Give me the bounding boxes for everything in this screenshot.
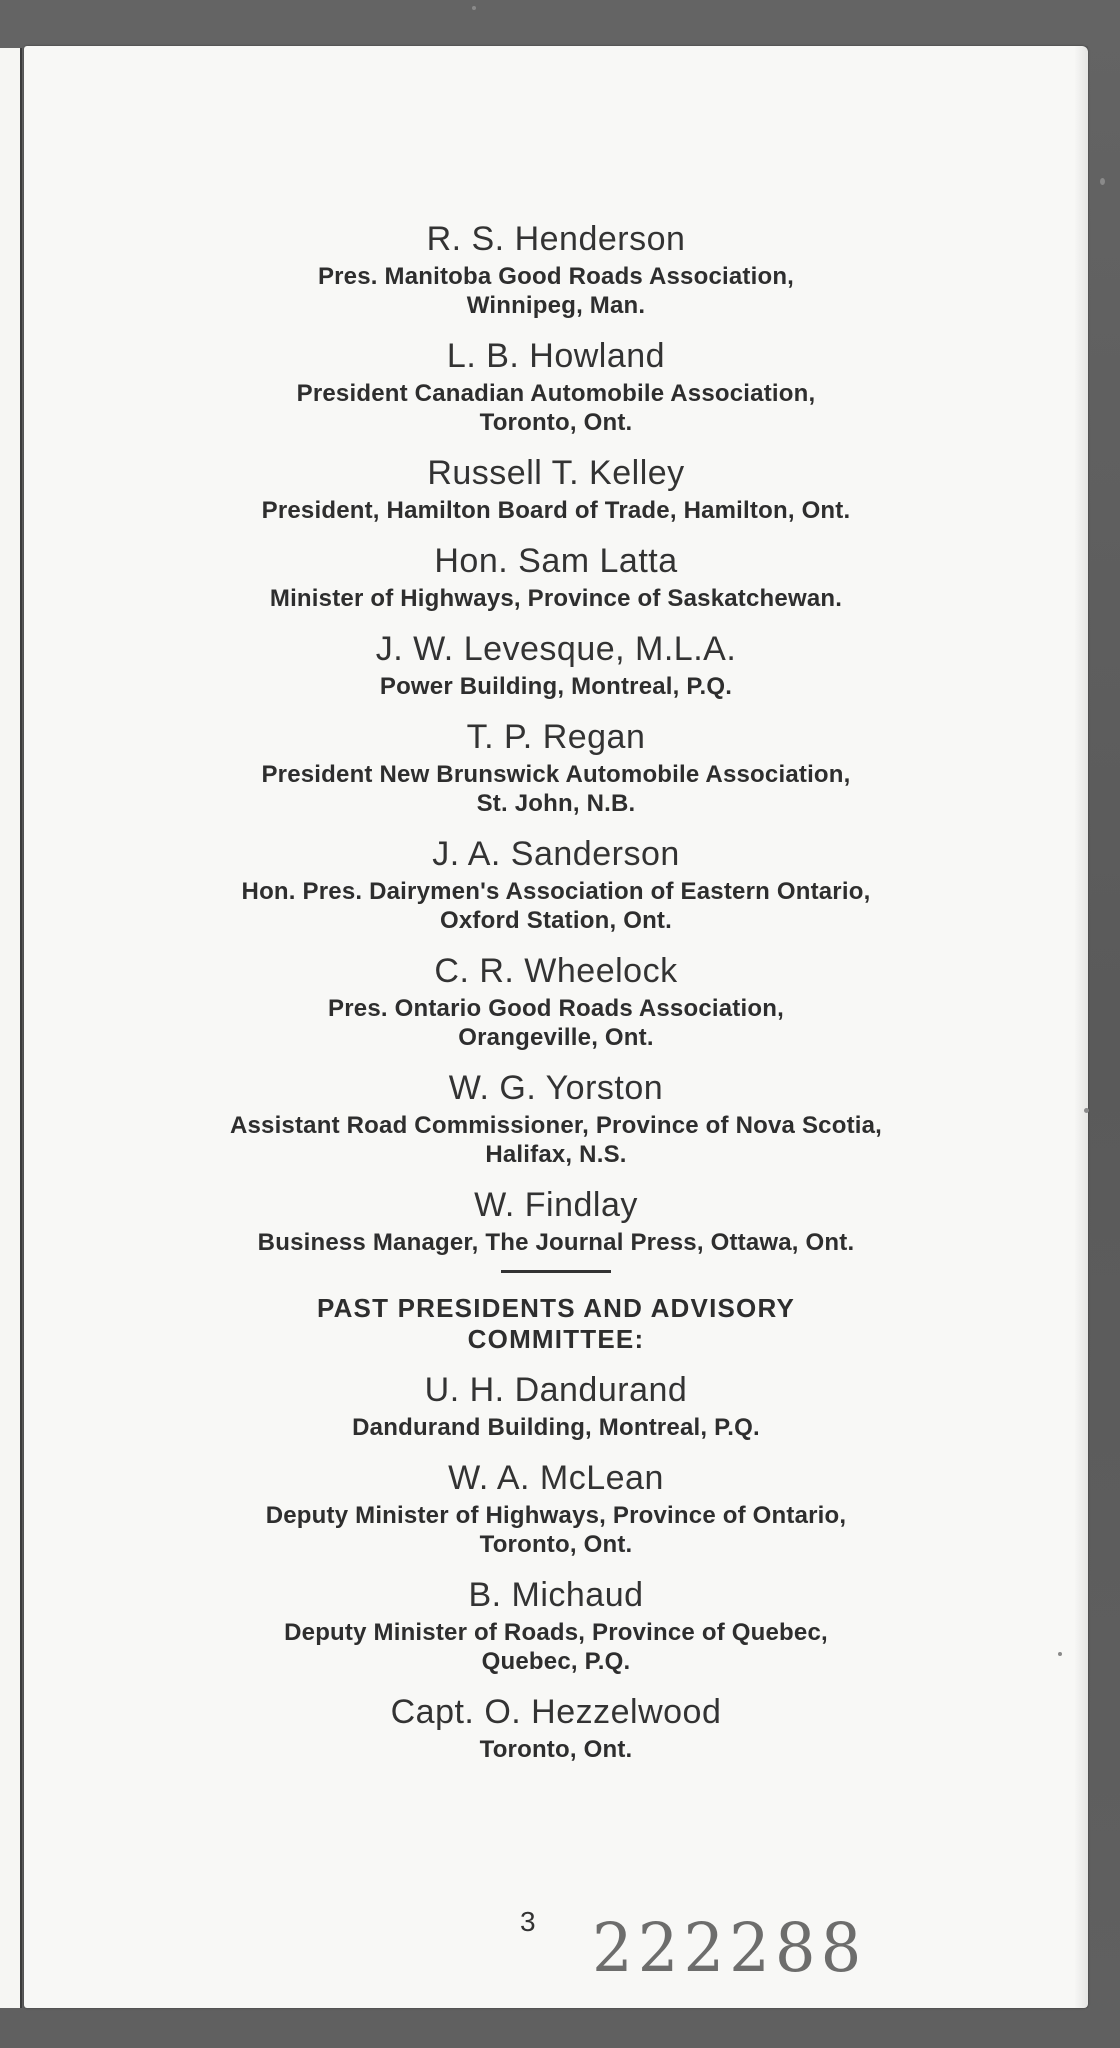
person-name: J. A. Sanderson xyxy=(432,835,680,873)
section-heading xyxy=(24,1293,1088,1355)
person-detail: Toronto, Ont. xyxy=(479,409,633,436)
person-detail: Toronto, Ont. xyxy=(479,1531,633,1558)
person-detail: President, Hamilton Board of Trade, Hamilton, Ont. xyxy=(261,497,851,524)
person-name: W. G. Yorston xyxy=(448,1069,664,1107)
past-president-entry xyxy=(24,1572,1088,1676)
person-name: B. Michaud xyxy=(468,1576,644,1614)
directory-entry xyxy=(24,333,1088,437)
person-name: U. H. Dandurand xyxy=(424,1371,688,1409)
past-president-entry xyxy=(24,1455,1088,1559)
section-heading-line: PAST PRESIDENTS AND ADVISORY xyxy=(316,1293,796,1323)
section-divider xyxy=(501,1270,611,1273)
directory-entry xyxy=(24,1182,1088,1257)
directory-entry xyxy=(24,831,1088,935)
dust-speck xyxy=(1100,178,1105,185)
person-detail: Assistant Road Commissioner, Province of Nova Scotia, xyxy=(229,1112,883,1139)
directory-entry xyxy=(24,450,1088,525)
dust-speck xyxy=(472,6,476,10)
person-name: J. W. Levesque, M.L.A. xyxy=(375,630,737,668)
person-detail: President Canadian Automobile Association, xyxy=(296,380,816,407)
past-president-entry xyxy=(24,1367,1088,1442)
directory-entry xyxy=(24,538,1088,613)
directory-entry xyxy=(24,626,1088,701)
person-name: L. B. Howland xyxy=(446,337,666,375)
person-name: T. P. Regan xyxy=(466,718,646,756)
page-content xyxy=(24,216,1088,1777)
directory-entry xyxy=(24,714,1088,818)
person-detail: Power Building, Montreal, P.Q. xyxy=(379,673,733,700)
dust-speck xyxy=(1058,1652,1062,1656)
person-name: Capt. O. Hezzelwood xyxy=(390,1693,722,1731)
person-detail: Dandurand Building, Montreal, P.Q. xyxy=(352,1414,760,1441)
person-name: W. A. McLean xyxy=(448,1459,664,1497)
directory-entry xyxy=(24,1065,1088,1169)
person-detail: Minister of Highways, Province of Saskatchewan. xyxy=(269,585,843,612)
person-name: Hon. Sam Latta xyxy=(434,542,678,580)
previous-page-edge xyxy=(0,48,22,2008)
accession-stamp: 222288 xyxy=(592,1910,867,1988)
dust-speck xyxy=(1084,1108,1089,1113)
person-detail: Pres. Ontario Good Roads Association, xyxy=(328,995,784,1022)
directory-entry xyxy=(24,216,1088,320)
person-detail: Quebec, P.Q. xyxy=(481,1648,631,1675)
person-detail: Winnipeg, Man. xyxy=(466,292,646,319)
past-president-entry xyxy=(24,1689,1088,1764)
person-detail: Deputy Minister of Highways, Province of Ontario, xyxy=(265,1502,847,1529)
person-detail: Halifax, N.S. xyxy=(485,1141,627,1168)
person-detail: Pres. Manitoba Good Roads Association, xyxy=(317,263,795,290)
page-number: 3 xyxy=(520,1906,536,1937)
person-detail: Deputy Minister of Roads, Province of Quebec, xyxy=(284,1619,828,1646)
document-page xyxy=(24,46,1088,2008)
person-detail: Orangeville, Ont. xyxy=(458,1024,654,1051)
person-detail: President New Brunswick Automobile Association, xyxy=(261,761,851,788)
person-name: W. Findlay xyxy=(474,1186,638,1224)
directory-entry xyxy=(24,948,1088,1052)
person-name: R. S. Henderson xyxy=(426,220,686,258)
person-detail: St. John, N.B. xyxy=(476,790,636,817)
section-heading-line: COMMITTEE: xyxy=(467,1324,645,1354)
person-detail: Oxford Station, Ont. xyxy=(440,907,672,934)
person-detail: Toronto, Ont. xyxy=(479,1736,633,1763)
person-name: Russell T. Kelley xyxy=(427,454,685,492)
person-detail: Business Manager, The Journal Press, Ottawa, Ont. xyxy=(257,1229,855,1256)
person-detail: Hon. Pres. Dairymen's Association of Eastern Ontario, xyxy=(241,878,871,905)
person-name: C. R. Wheelock xyxy=(434,952,678,990)
